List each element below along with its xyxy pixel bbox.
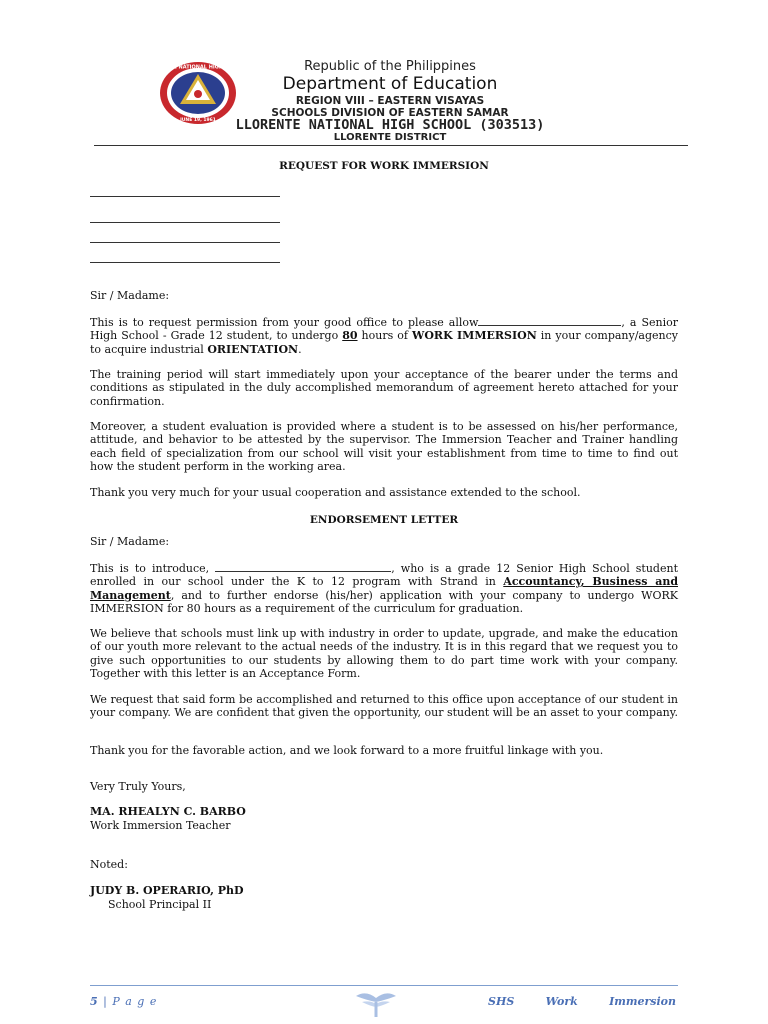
header-divider [94, 145, 688, 146]
student-name-blank [215, 561, 391, 572]
header-district: LLORENTE DISTRICT [333, 132, 447, 143]
header-school-name: LLORENTE NATIONAL HIGH SCHOOL (303513) [235, 117, 545, 133]
text-run: ORIENTATION [207, 342, 299, 356]
footer-divider [90, 985, 678, 986]
noted-label: Noted: [90, 858, 128, 871]
request-paragraph-2: The training period will start immediately upon your acceptance of the bearer under the terms and conditions as stipulated in the duly accomplished memorandum of agreement hereto attached for your confirmation. [90, 368, 678, 408]
text-run: This is to request permission from your good office to please allow [90, 316, 479, 329]
footer-title-word: SHS [488, 995, 515, 1008]
text-run: WORK IMMERSION [412, 329, 537, 343]
footer-title-word: Work [545, 995, 578, 1008]
recipient-blank-line [90, 262, 280, 263]
endorsement-salutation: Sir / Madame: [90, 535, 170, 548]
signatory-2-name: JUDY B. OPERARIO, PhD [90, 884, 244, 897]
endorsement-paragraph-4: Thank you for the favorable action, and we look forward to a more fruitful linkage with you. [90, 744, 604, 757]
request-salutation: Sir / Madame: [90, 289, 170, 302]
text-run: , who is a grade 12 Senior High School student enrolled in our school under the K to 12 program with Strand in [90, 562, 678, 589]
closing: Very Truly Yours, [90, 780, 186, 793]
request-title: REQUEST FOR WORK IMMERSION [279, 160, 489, 172]
recipient-blank-line [90, 196, 280, 197]
text-run: . [298, 342, 302, 356]
request-paragraph-3: Moreover, a student evaluation is provided where a student is to be assessed on his/her performance, attitude, and behavior to be attested by the supervisor. The Immersion Teacher and Trainer handling each field of specialization from our school will visit your establishment from time to time to find out how the student perform in the working area. [90, 420, 678, 473]
endorsement-paragraph-2: We believe that schools must link up with industry in order to update, upgrade, and make the education of our youth more relevant to the actual needs of the industry. It is in this regard that we request you to give such opportunities to our students by allowing them to do part time work with your company. Together with this letter is an Acceptance Form. [90, 627, 678, 680]
request-paragraph-4: Thank you very much for your usual cooperation and assistance extended to the school. [90, 486, 581, 499]
svg-text:JUNE 19, 1961: JUNE 19, 1961 [180, 118, 216, 123]
text-run: This is to introduce, [90, 562, 216, 575]
page-number: 5 [90, 995, 99, 1008]
svg-text:LLORENTE NATIONAL HIGH SCHOOL: LLORENTE NATIONAL HIGH SCHOOL [148, 64, 248, 71]
text-run: hours of [357, 329, 412, 343]
header-republic: Republic of the Philippines [304, 59, 476, 74]
header-region: REGION VIII – EASTERN VISAYAS [295, 95, 485, 107]
text-run: , a Senior High School - Grade 12 student, to undergo [90, 316, 678, 343]
header-department: Department of Education [282, 74, 498, 94]
endorsement-paragraph-1 [90, 561, 678, 615]
footer-page-number [90, 995, 157, 1008]
footer-title-word: Immersion [609, 995, 676, 1008]
strand-name: Accountancy, Business and Management [90, 575, 679, 602]
header-division: SCHOOLS DIVISION OF EASTERN SAMAR [271, 107, 509, 119]
signatory-1-name: MA. RHEALYN C. BARBO [90, 805, 246, 818]
recipient-blank-line [90, 222, 280, 223]
endorsement-paragraph-3: We request that said form be accomplished and returned to this office upon acceptance of our student in your company. We are confident that given the opportunity, our student will be an asset to your company. [90, 693, 678, 720]
student-name-blank [478, 315, 621, 326]
signatory-1-title: Work Immersion Teacher [90, 819, 231, 832]
footer-ornament-icon [352, 988, 400, 1018]
hours-value: 80 [342, 329, 358, 343]
recipient-blank-line [90, 242, 280, 243]
request-paragraph-1 [90, 315, 678, 356]
footer-document-title [488, 995, 676, 1008]
text-run: in your company/agency to acquire industrial [90, 329, 678, 356]
text-run: , and to further endorse (his/her) application with your company to undergo WORK IMMERSION for 80 hours as a requirement of the curriculum for graduation. [90, 588, 678, 615]
signatory-2-title: School Principal II [108, 898, 212, 911]
page-label: | P a g e [103, 995, 158, 1008]
endorsement-title: ENDORSEMENT LETTER [309, 514, 459, 526]
